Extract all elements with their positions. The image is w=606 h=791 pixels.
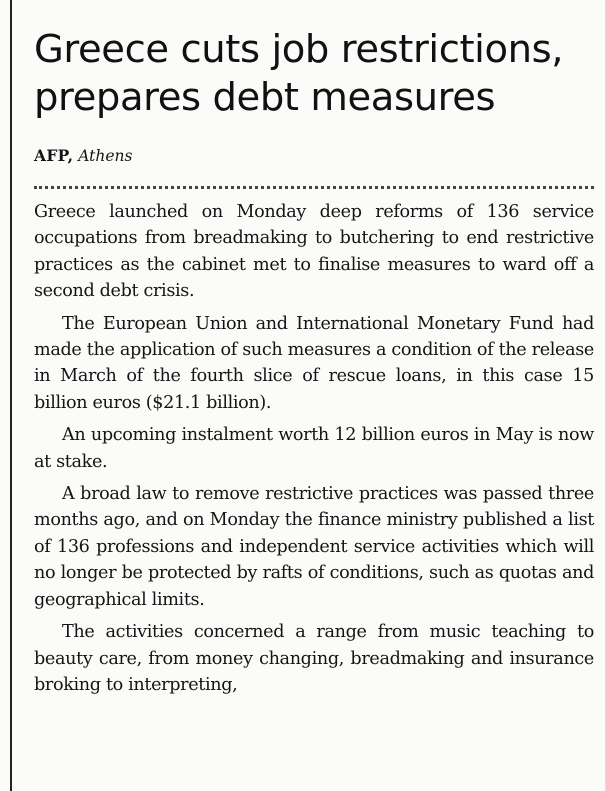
paragraph: A broad law to remove restrictive practices was passed three months ago, and on Monday the finance ministry published a list of 136 professions and independent service activities which will no longer be protected by rafts of conditions, such as quotas and geographical limits. bbox=[34, 484, 594, 610]
headline: Greece cuts job restrictions, prepares debt measures bbox=[34, 27, 564, 120]
byline-agency: AFP, bbox=[34, 146, 74, 165]
column-rule bbox=[10, 0, 12, 791]
paragraph: Greece launched on Monday deep reforms of 136 service occupations from breadmaking to butchering to end restrictive practices as the cabinet met to finalise measures to ward off a second debt crisis. bbox=[34, 202, 594, 302]
dotted-divider bbox=[34, 186, 594, 189]
paragraph: The activities concerned a range from music teaching to beauty care, from money changing, breadmaking and insurance broking to interpreting, bbox=[34, 622, 594, 695]
byline-place: Athens bbox=[78, 147, 133, 165]
paragraph: An upcoming instalment worth 12 billion euros in May is now at stake. bbox=[34, 425, 594, 472]
paragraph: The European Union and International Monetary Fund had made the application of such measures a condition of the release in March of the fourth slice of rescue loans, in this case 15 billion euros ($21.1 billion). bbox=[34, 313, 594, 413]
news-article bbox=[34, 0, 594, 704]
byline bbox=[34, 144, 594, 168]
article-body bbox=[34, 199, 594, 698]
